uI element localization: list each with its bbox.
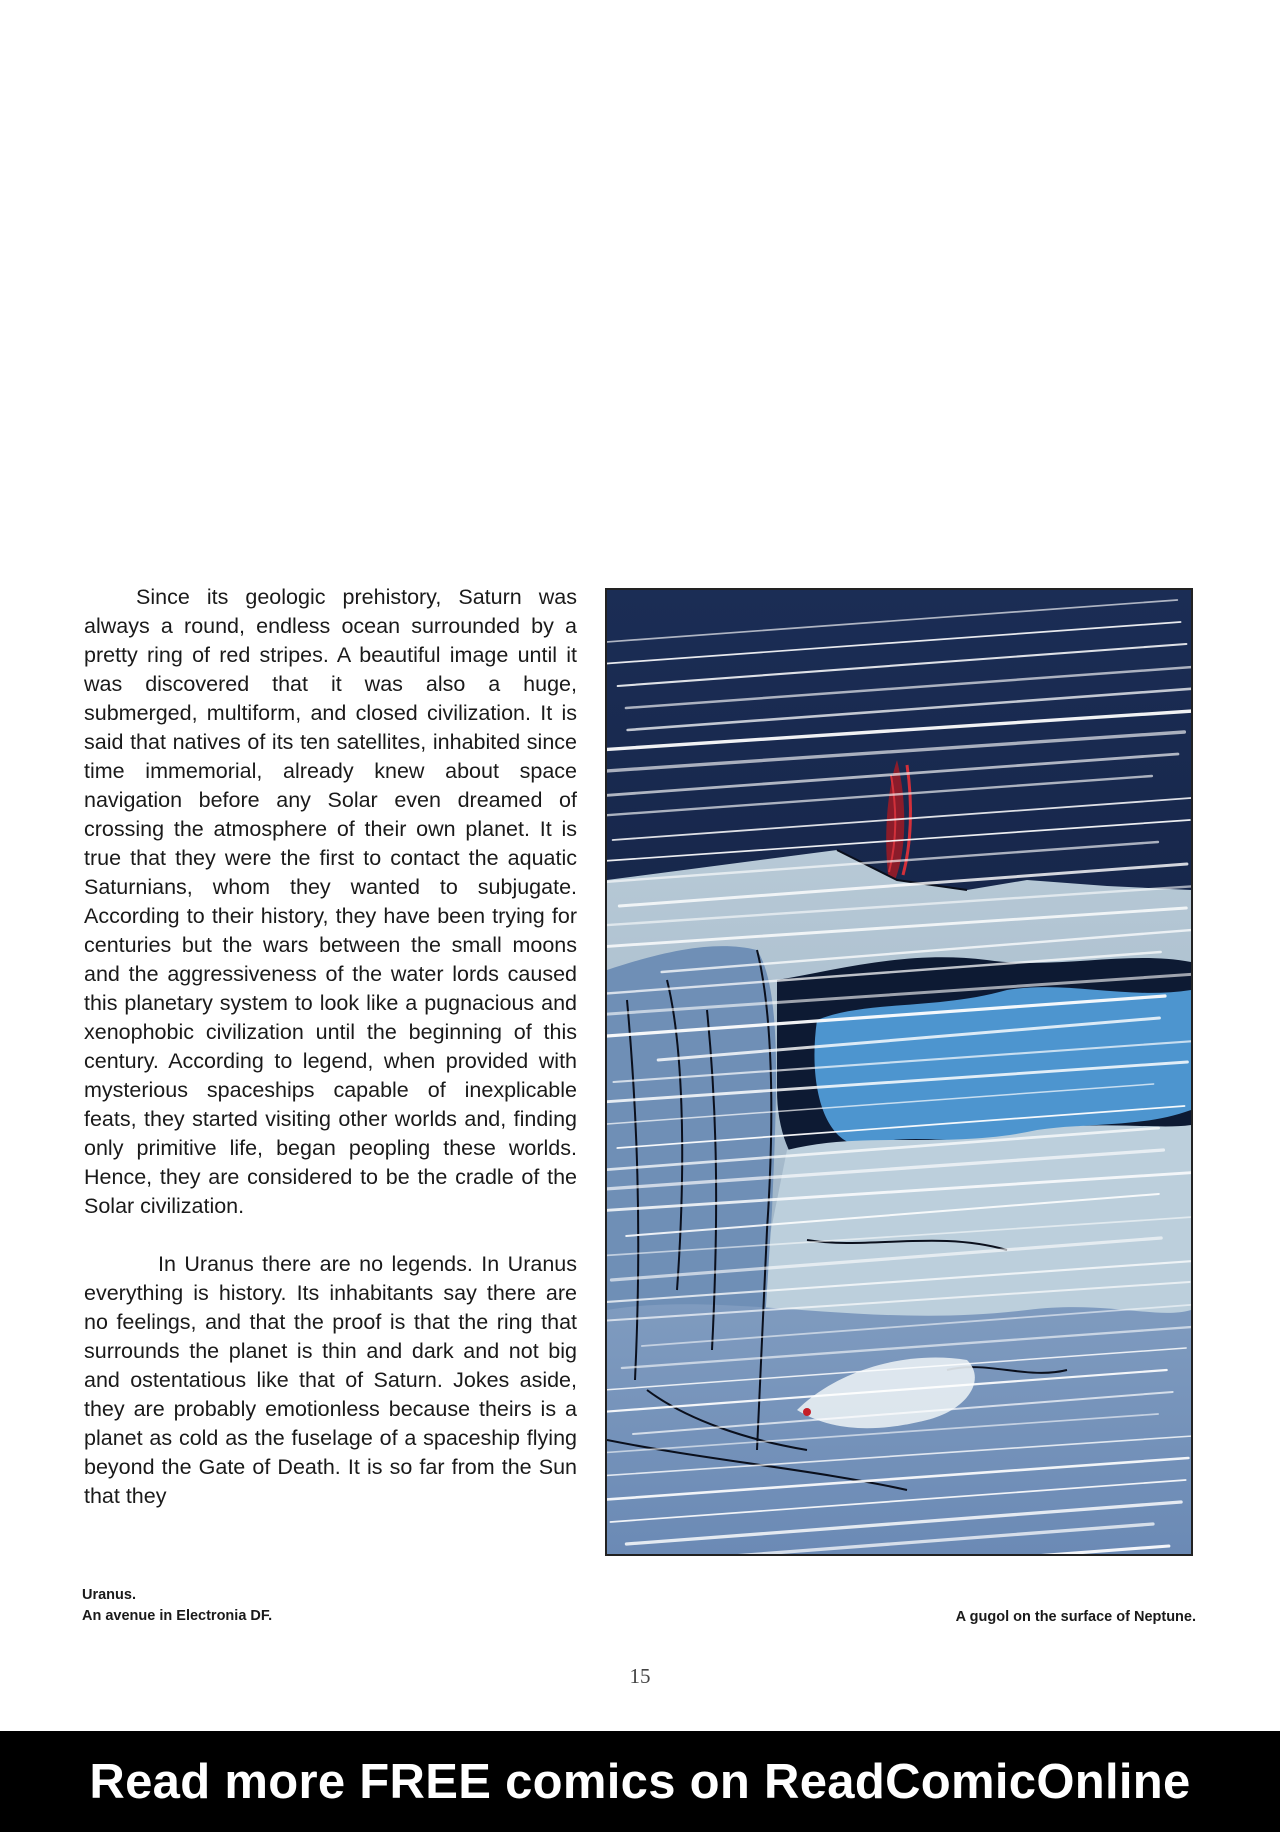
- caption-uranus: [82, 1585, 272, 1627]
- promo-banner[interactable]: [0, 1731, 1280, 1832]
- paragraph-uranus: In Uranus there are no legends. In Uranus everything is history. Its inhabitants say there are no feelings, and that the proof is that the ring that surrounds the planet is thin and dark and not big and ostentatious like that of Saturn. Jokes aside, they are probably emotionless because theirs is a planet as cold as the fuselage of a spaceship flying beyond the Gate of Death. It is so far from the Sun that they: [84, 1252, 577, 1508]
- caption-uranus-subtitle: An avenue in Electronia DF.: [82, 1608, 273, 1624]
- article-text: [84, 583, 577, 1511]
- neptune-illustration: [605, 588, 1193, 1556]
- caption-neptune: A gugol on the surface of Neptune.: [955, 1609, 1196, 1625]
- neptune-illustration-art: [607, 590, 1191, 1554]
- page-number: 15: [629, 1664, 651, 1688]
- caption-uranus-title: Uranus.: [82, 1587, 136, 1603]
- paragraph-saturn: Since its geologic prehistory, Saturn was always a round, endless ocean surrounded by a pretty ring of red stripes. A beautiful image until it was discovered that it was also a huge, submerged, multiform, and closed civilization. It is said that natives of its ten satellites, inhabited since time immemorial, already knew about space navigation before any Solar even dreamed of crossing the atmosphere of their own planet. It is true that they were the first to contact the aquatic Saturnians, whom they wanted to subjugate. According to their history, they have been trying for centuries but the wars between the small moons and the aggressiveness of the water lords caused this planetary system to look like a pugnacious and xenophobic civilization until the beginning of this century. According to legend, when provided with mysterious spaceships capable of inexplicable feats, they started visiting other worlds and, finding only primitive life, began peopling these worlds. Hence, they are considered to be the cradle of the Solar civilization.: [84, 585, 577, 1218]
- promo-banner-text[interactable]: Read more FREE comics on ReadComicOnline: [89, 1754, 1191, 1809]
